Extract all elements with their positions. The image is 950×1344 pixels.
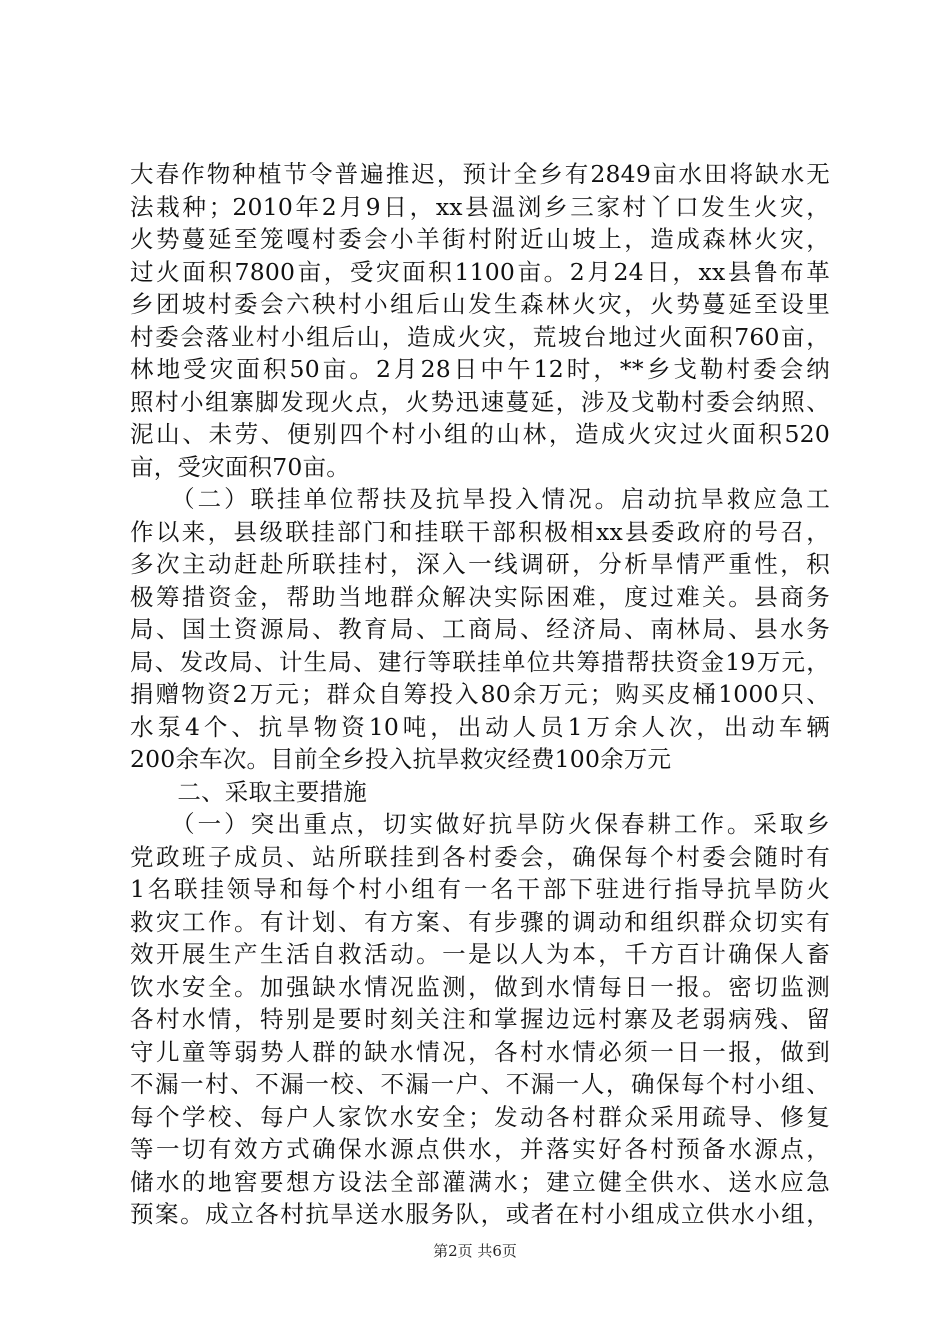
- text-line: 不漏一村、不漏一校、不漏一户、不漏一人，确保每个村小组、: [130, 1070, 830, 1098]
- text-line: 极筹措资金，帮助当地群众解决实际困难，度过难关。县商务: [130, 582, 830, 611]
- text-line: 林地受灾面积50亩。2月28日中午12时，**乡戈勒村委会纳: [130, 355, 830, 383]
- text-line: 饮水安全。加强缺水情况监测，做到水情每日一报。密切监测: [130, 972, 830, 1001]
- text-line: 作以来，县级联挂部门和挂联干部积极相xx县委政府的号召，: [130, 517, 830, 546]
- text-line: 亩，受灾面积70亩。: [130, 452, 350, 481]
- text-line: 乡团坡村委会六秧村小组后山发生森林火灾，火势蔓延至设里: [130, 290, 830, 318]
- text-line: 村委会落业村小组后山，造成火灾，荒坡台地过火面积760亩，: [130, 322, 830, 351]
- text-line: 法栽种；2010年2月9日，xx县温浏乡三家村丫口发生火灾，: [130, 192, 830, 221]
- text-line: 局、国土资源局、教育局、工商局、经济局、南林局、县水务: [130, 615, 830, 643]
- text-line: 局、发改局、计生局、建行等联挂单位共筹措帮扶资金19万元，: [130, 647, 830, 676]
- text-line: 多次主动赶赴所联挂村，深入一线调研，分析旱情严重性，积: [130, 550, 830, 578]
- text-line: 200余车次。目前全乡投入抗旱救灾经费100余万元: [130, 745, 672, 773]
- text-line: 等一切有效方式确保水源点供水，并落实好各村预备水源点，: [130, 1135, 830, 1163]
- text-line: 1名联挂领导和每个村小组有一名干部下驻进行指导抗旱防火: [130, 875, 830, 903]
- text-line: 大春作物种植节令普遍推迟，预计全乡有2849亩水田将缺水无: [130, 160, 830, 188]
- text-line: 党政班子成员、站所联挂到各村委会，确保每个村委会随时有: [130, 842, 830, 871]
- body-text: [130, 158, 830, 1231]
- text-line: 火势蔓延至笼嘎村委会小羊街村附近山坡上，造成森林火灾，: [130, 225, 830, 253]
- text-line: 过火面积7800亩，受灾面积1100亩。2月24日，xx县鲁布革: [130, 257, 830, 286]
- text-line: 捐赠物资2万元；群众自筹投入80余万元；购买皮桶1000只、: [130, 680, 830, 708]
- text-line: 预案。成立各村抗旱送水服务队，或者在村小组成立供水小组，: [130, 1200, 830, 1228]
- page-footer: 第2页 共6页: [433, 1242, 517, 1260]
- text-line: 各村水情，特别是要时刻关注和掌握边远村寨及老弱病残、留: [130, 1005, 830, 1033]
- text-line: 储水的地窖要想方设法全部灌满水；建立健全供水、送水应急: [130, 1167, 830, 1196]
- text-line: （一）突出重点，切实做好抗旱防火保春耕工作。采取乡: [130, 810, 830, 838]
- text-line: 每个学校、每户人家饮水安全；发动各村群众采用疏导、修复: [130, 1102, 830, 1131]
- text-line: 水泵4个、抗旱物资10吨，出动人员1万余人次，出动车辆: [130, 712, 830, 741]
- text-line: 照村小组寨脚发现火点，火势迅速蔓延，涉及戈勒村委会纳照、: [130, 387, 830, 416]
- section-heading: 二、采取主要措施: [130, 777, 367, 806]
- text-line: 泥山、未劳、便别四个村小组的山林，造成火灾过火面积520: [130, 420, 830, 448]
- text-line: 效开展生产生活自救活动。一是以人为本，千方百计确保人畜: [130, 940, 830, 968]
- text-line: （二）联挂单位帮扶及抗旱投入情况。启动抗旱救应急工: [130, 485, 830, 513]
- text-line: 救灾工作。有计划、有方案、有步骤的调动和组织群众切实有: [130, 907, 830, 936]
- text-line: 守儿童等弱势人群的缺水情况，各村水情必须一日一报，做到: [130, 1037, 830, 1066]
